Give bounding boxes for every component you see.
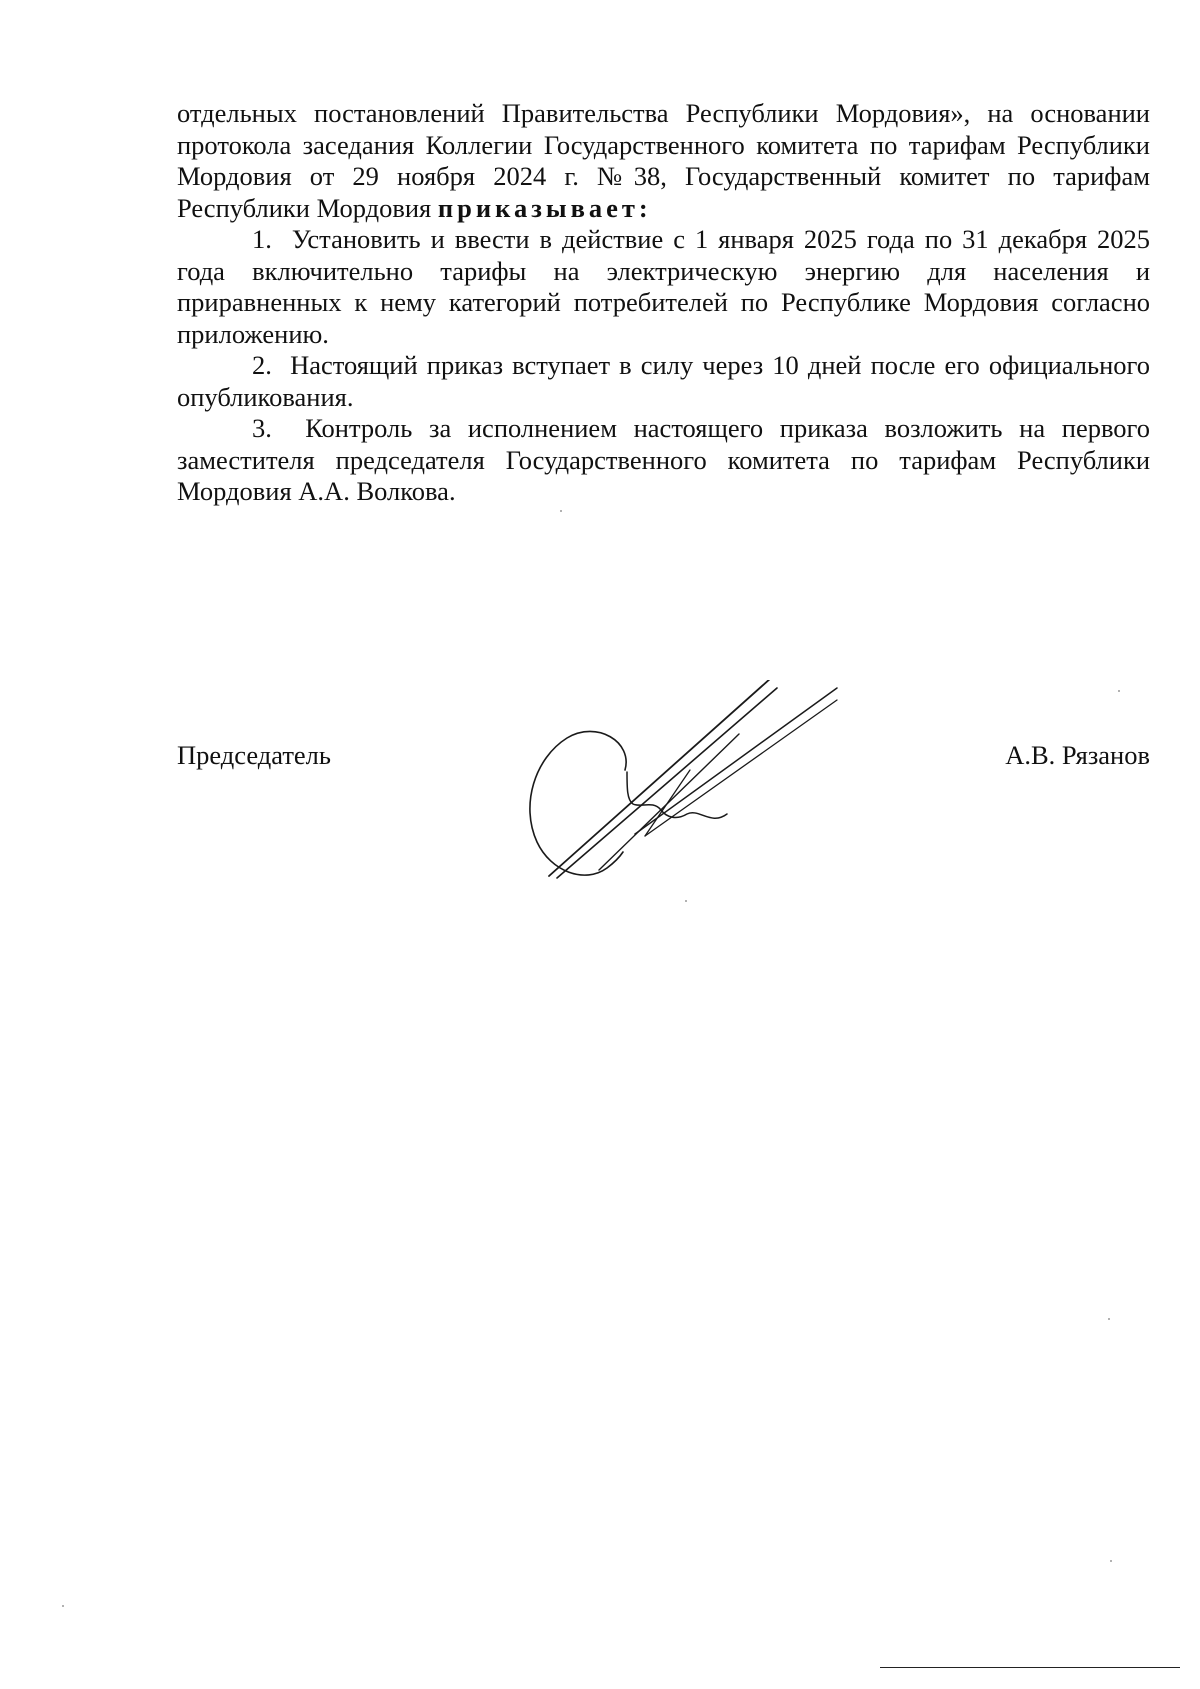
scan-speck [1110, 1560, 1112, 1562]
item-number: 2. [252, 350, 272, 380]
scan-speck [560, 510, 562, 512]
footer-rule [880, 1667, 1180, 1668]
item-number: 1. [252, 224, 272, 254]
item-text: Установить и ввести в действие с 1 января 2025 года по 31 декабря 2025 года включительно тарифы на электрическую энергию для населения и приравненных к нему категорий потребителей по Республике Мордовия согласно приложению. [177, 224, 1151, 349]
scan-speck [1118, 690, 1120, 692]
scan-speck [1108, 1318, 1110, 1320]
signer-title: Председатель [177, 740, 331, 770]
order-body [177, 98, 1150, 508]
item-text: Контроль за исполнением настоящего приказа возложить на первого заместителя председателя Государственного комитета по тарифам Республики Мордовия А.А. Волкова. [177, 413, 1151, 506]
order-word: приказывает: [437, 192, 652, 223]
order-item [177, 350, 1150, 413]
intro-paragraph [177, 98, 1150, 224]
item-text: Настоящий приказ вступает в силу через 10 дней после его официального опубликования. [177, 350, 1151, 412]
order-item [177, 413, 1150, 508]
order-item [177, 224, 1150, 350]
handwritten-signature-icon [515, 680, 845, 895]
signer-name: А.В. Рязанов [1005, 740, 1150, 770]
item-number: 3. [252, 413, 272, 443]
scan-speck [62, 1605, 64, 1607]
intro-text: отдельных постановлений Правительства Республики Мордовия», на основании протокола заседания Коллегии Государственного комитета по тарифам Республики Мордовия от 29 ноября 2024 г. №38, Государственный комитет по тарифам Республики Мордовия [177, 98, 1150, 223]
scan-speck [685, 900, 687, 902]
